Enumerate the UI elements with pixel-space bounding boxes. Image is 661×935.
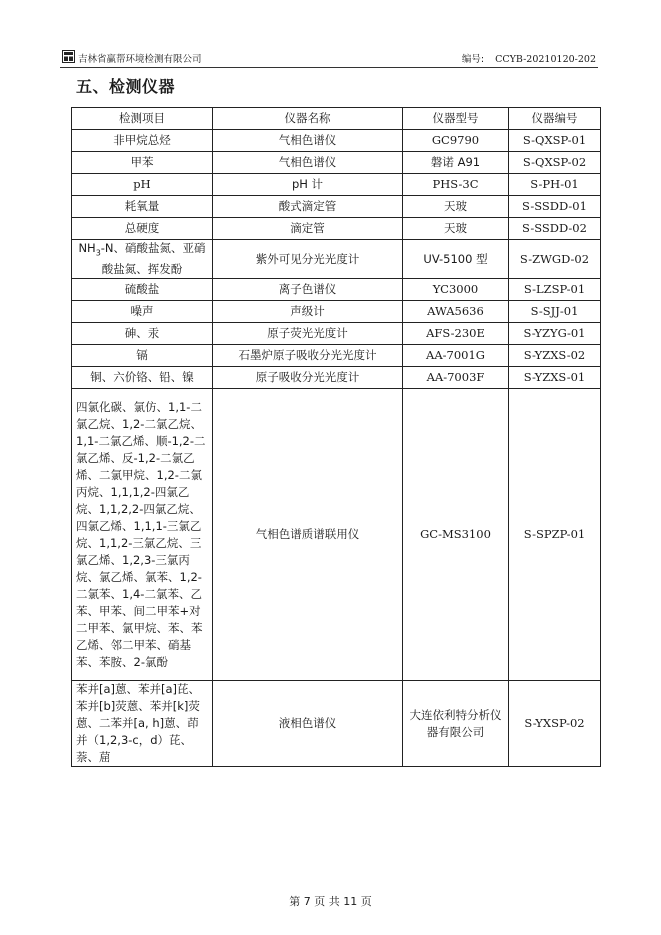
cell-name: 离子色谱仪	[213, 279, 403, 301]
cell-item-prefix: NH	[78, 241, 96, 255]
cell-item: pH	[72, 174, 213, 196]
cell-item: 硫酸盐	[72, 279, 213, 301]
cell-item: 镉	[72, 345, 213, 367]
cell-name: 石墨炉原子吸收分光光度计	[213, 345, 403, 367]
cell-model: YC3000	[403, 279, 509, 301]
cell-name: 滴定管	[213, 218, 403, 240]
cell-model: GC-MS3100	[403, 389, 509, 681]
cell-item: 四氯化碳、氯仿、1,1-二氯乙烷、1,2-二氯乙烷、1,1-二氯乙烯、顺-1,2-二氯乙烯、反-1,2-二氯乙烯、二氯甲烷、1,2-二氯丙烷、1,1,1,2-四氯乙烷、1,1,2,2-四氯乙烷、四氯乙烯、1,1,1-三氯乙烷、1,1,2-三氯乙烷、三氯乙烯、1,2,3-三氯丙烷、氯乙烯、氯苯、1,2-二氯苯、1,4-二氯苯、乙苯、甲苯、间二甲苯+对二甲苯、氯甲烷、苯、苯乙烯、邻二甲苯、硝基苯、苯胺、2-氯酚	[72, 389, 213, 681]
cell-model: 天玻	[403, 196, 509, 218]
cell-id: S-QXSP-02	[509, 152, 601, 174]
cell-model: 大连依利特分析仪器有限公司	[403, 681, 509, 767]
table-row	[72, 152, 601, 174]
table-row	[72, 323, 601, 345]
section-title: 五、检测仪器	[76, 77, 176, 96]
cell-model: 天玻	[403, 218, 509, 240]
cell-model: GC9790	[403, 130, 509, 152]
company-logo-icon	[62, 50, 75, 63]
cell-item: 总硬度	[72, 218, 213, 240]
cell-item: 甲苯	[72, 152, 213, 174]
table-row	[72, 196, 601, 218]
cell-name: 气相色谱仪	[213, 152, 403, 174]
table-row	[72, 240, 601, 279]
cell-id: S-SSDD-02	[509, 218, 601, 240]
company-name: 吉林省赢帮环境检测有限公司	[78, 54, 202, 65]
table-row	[72, 174, 601, 196]
cell-id: S-SSDD-01	[509, 196, 601, 218]
table-header-row	[72, 108, 601, 130]
cell-id: S-ZWGD-02	[509, 240, 601, 279]
cell-model: AA-7001G	[403, 345, 509, 367]
cell-model: 磐诺 A91	[403, 152, 509, 174]
table-row	[72, 301, 601, 323]
document-number-value: CCYB-20210120-202	[495, 54, 596, 65]
cell-model: UV-5100 型	[403, 240, 509, 279]
cell-name: 酸式滴定管	[213, 196, 403, 218]
header-divider	[60, 67, 598, 68]
cell-name: 紫外可见分光光度计	[213, 240, 403, 279]
cell-name: pH 计	[213, 174, 403, 196]
table-row	[72, 345, 601, 367]
cell-item: 噪声	[72, 301, 213, 323]
cell-item: 砷、汞	[72, 323, 213, 345]
cell-id: S-QXSP-01	[509, 130, 601, 152]
cell-model: AWA5636	[403, 301, 509, 323]
column-header-model: 仪器型号	[403, 108, 509, 130]
cell-id: S-SPZP-01	[509, 389, 601, 681]
cell-id: S-YZXS-02	[509, 345, 601, 367]
table-row	[72, 681, 601, 767]
cell-id: S-YXSP-02	[509, 681, 601, 767]
cell-name: 声级计	[213, 301, 403, 323]
cell-name: 原子吸收分光光度计	[213, 367, 403, 389]
cell-item	[72, 240, 213, 279]
table-row	[72, 218, 601, 240]
page-footer: 第 7 页 共 11 页	[289, 895, 372, 908]
page-header	[60, 50, 598, 66]
column-header-id: 仪器编号	[509, 108, 601, 130]
cell-model: AFS-230E	[403, 323, 509, 345]
cell-item: 耗氧量	[72, 196, 213, 218]
column-header-item: 检测项目	[72, 108, 213, 130]
column-header-name: 仪器名称	[213, 108, 403, 130]
cell-id: S-LZSP-01	[509, 279, 601, 301]
cell-item: 苯并[a]蒽、苯并[a]芘、苯并[b]荧蒽、苯并[k]荧蒽、二苯并[a, h]蒽、茚并（1,2,3-c，d）芘、萘、䓛	[72, 681, 213, 767]
cell-item-subscript: 3	[95, 248, 101, 258]
table-row	[72, 130, 601, 152]
cell-id: S-PH-01	[509, 174, 601, 196]
cell-id: S-YZXS-01	[509, 367, 601, 389]
cell-item: 非甲烷总烃	[72, 130, 213, 152]
cell-model: AA-7003F	[403, 367, 509, 389]
cell-name: 气相色谱仪	[213, 130, 403, 152]
cell-item-suffix: -N、硝酸盐氮、亚硝酸盐氮、挥发酚	[100, 241, 206, 277]
cell-name: 原子荧光光度计	[213, 323, 403, 345]
cell-id: S-SJJ-01	[509, 301, 601, 323]
cell-item: 铜、六价铬、铅、镍	[72, 367, 213, 389]
cell-id: S-YZYG-01	[509, 323, 601, 345]
table-row	[72, 279, 601, 301]
cell-name: 液相色谱仪	[213, 681, 403, 767]
cell-name: 气相色谱质谱联用仪	[213, 389, 403, 681]
document-number	[462, 51, 596, 65]
table-row	[72, 367, 601, 389]
instrument-table	[71, 107, 601, 767]
document-number-label: 编号:	[461, 54, 485, 65]
cell-model: PHS-3C	[403, 174, 509, 196]
table-row	[72, 389, 601, 681]
